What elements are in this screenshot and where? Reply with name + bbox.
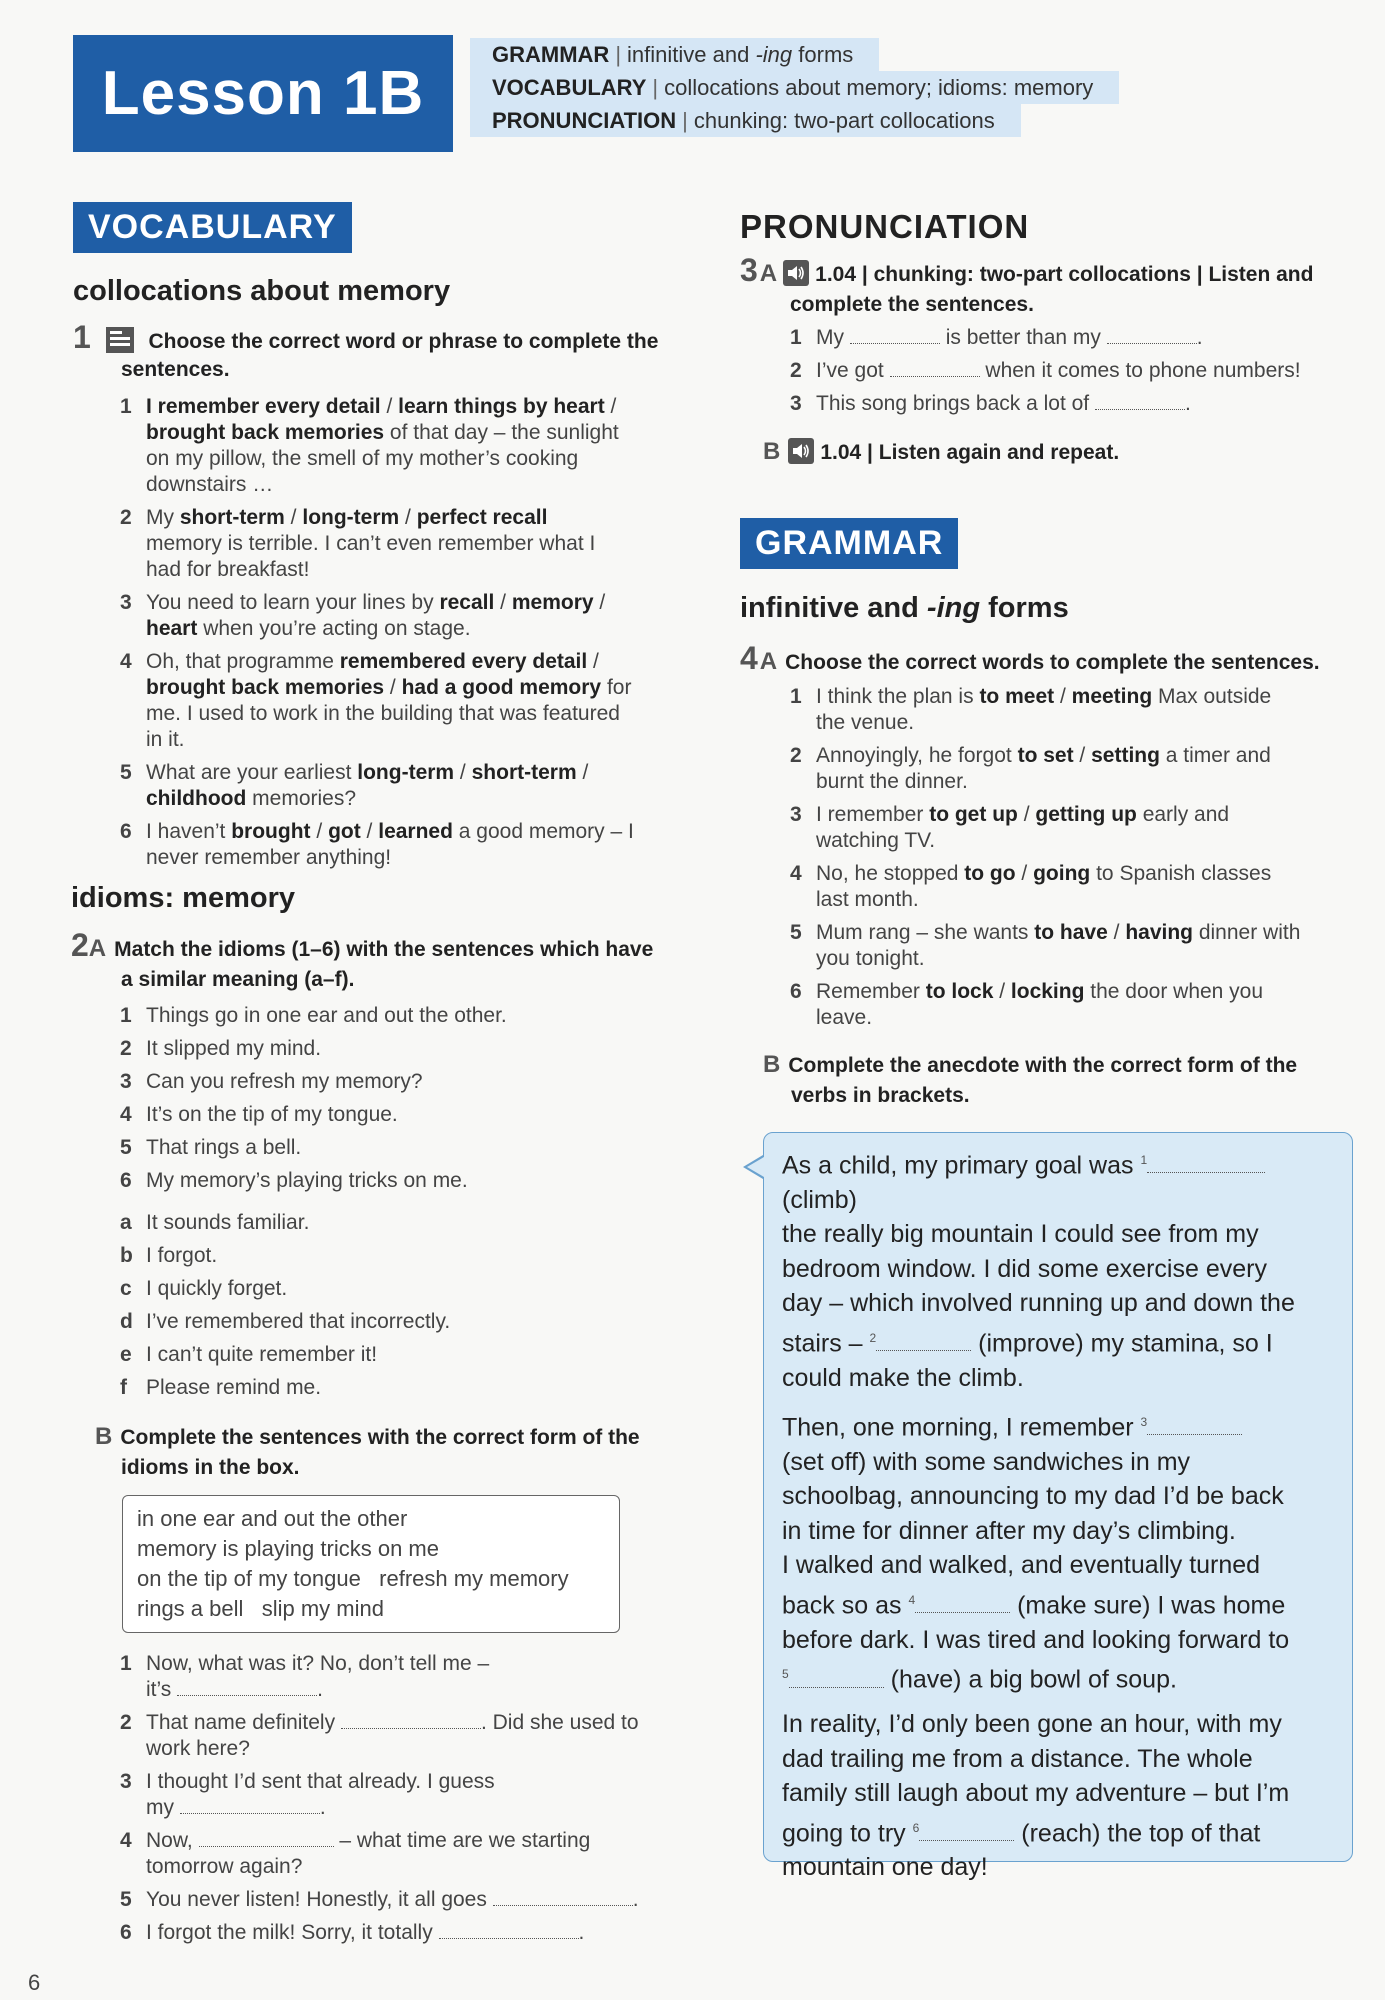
list-item: 5 What are your earliest long-term / short-term / childhood memories? — [120, 761, 589, 810]
exercise-1: 1 Choose the correct word or phrase to complete the sentences. — [73, 319, 659, 381]
gap-number: 2 — [869, 1330, 877, 1345]
list-item: 2 That name definitely . Did she used to work here? — [120, 1711, 639, 1760]
collocations-heading: collocations about memory — [73, 275, 451, 307]
pronunciation-section-label: PRONUNCIATION — [740, 208, 1030, 245]
list-item: 2 It slipped my mind. — [120, 1037, 322, 1060]
answer-blank[interactable] — [199, 1828, 334, 1847]
list-item: 2 Annoyingly, he forgot to set / setting a timer and burnt the dinner. — [790, 744, 1271, 793]
vocabulary-section-label: VOCABULARY — [73, 202, 352, 253]
idioms-heading: idioms: memory — [71, 882, 295, 914]
lesson-title: Lesson 1B — [73, 35, 453, 152]
list-item: 1 I think the plan is to meet / meeting Max outside the venue. — [790, 685, 1272, 734]
list-item: 6 Remember to lock / locking the door when you leave. — [790, 980, 1264, 1029]
list-item: 5 You never listen! Honestly, it all goes . — [120, 1888, 639, 1911]
list-item: c I quickly forget. — [120, 1277, 288, 1300]
idioms-box: in one ear and out the other memory is playing tricks on me on the tip of my tongue refresh my memory rings a bell slip my mind — [122, 1495, 620, 1633]
exercise-3a: 3A 1.04 | chunking: two-part collocations | Listen and complete the sentences. — [740, 252, 1314, 316]
answer-blank[interactable] — [1095, 391, 1185, 410]
lesson-topics — [470, 38, 1119, 137]
audio-icon[interactable] — [788, 438, 814, 464]
answer-blank[interactable] — [789, 1669, 884, 1688]
answer-blank[interactable] — [1107, 325, 1197, 344]
list-item: 3 You need to learn your lines by recall / memory / heart when you’re acting on stage. — [120, 591, 606, 640]
list-item: 5 Mum rang – she wants to have / having dinner with you tonight. — [790, 921, 1301, 970]
list-item: 3 I thought I’d sent that already. I guess my . — [120, 1770, 495, 1819]
topic-vocabulary: VOCABULARY | collocations about memory; idioms: memory — [470, 71, 1119, 104]
answer-blank[interactable] — [850, 325, 940, 344]
list-item: f Please remind me. — [120, 1376, 322, 1399]
exercise-2a: 2A Match the idioms (1–6) with the sentences which have a similar meaning (a–f). — [71, 927, 654, 991]
gap-number: 6 — [912, 1820, 920, 1835]
list-item: b I forgot. — [120, 1244, 218, 1267]
gap-number: 4 — [908, 1592, 916, 1607]
page-number: 6 — [28, 1970, 41, 1995]
list-item: 4 Now, – what time are we starting tomorrow again? — [120, 1829, 591, 1878]
gap-number: 1 — [1140, 1153, 1148, 1167]
exercise-4a: 4A Choose the correct words to complete the sentences. — [740, 640, 1320, 676]
list-item: 4 No, he stopped to go / going to Spanish classes last month. — [790, 862, 1272, 911]
exercise-3b: B 1.04 | Listen again and repeat. — [763, 438, 1120, 465]
anecdote-box: As a child, my primary goal was $^1$ (climb) the really big mountain I could see from my bedroom window. I did some exercise every day – which involved running up and down the stairs – $^2$ (improve) my stamina, so I could make the climb. Then, one morning, I remember $^3$ (set off) with some sandwiches in my schoolbag, announcing to my dad I’d be back in time for dinner after my day’s climbing. I walked and walked, and eventually turned back so as $^4$ (make sure) I was home before dark. I was tired and looking forward to $^5$ (have) a big bowl of soup. In reality, I’d only been gone an hour, with my dad trailing me from a distance. The whole family still laugh about my adventure – but I’m going to try $^6$ (reach) the top of that mountain one day! — [763, 1132, 1353, 1862]
list-item: 1 My is better than my . — [790, 326, 1203, 349]
answer-blank[interactable] — [919, 1822, 1014, 1841]
speech-bubble-tail-inner — [747, 1157, 764, 1177]
list-item: 1 Things go in one ear and out the other. — [120, 1004, 507, 1027]
list-item: 4 It’s on the tip of my tongue. — [120, 1103, 398, 1126]
list-item: 1 I remember every detail / learn things by heart / brought back memories of that day – the sunlight on my pillow, the smell of my mother’s cooking downstairs … — [120, 395, 619, 496]
list-item: 4 Oh, that programme remembered every detail / brought back memories / had a good memory for me. I used to work in the building that was featured in it. — [120, 650, 632, 751]
exercise-3a-items — [790, 325, 1350, 424]
list-item: 6 I haven’t brought / got / learned a good memory – I never remember anything! — [120, 820, 634, 869]
exercise-number: 1 — [73, 319, 91, 355]
answer-blank[interactable] — [890, 358, 980, 377]
worksheet-icon — [105, 326, 135, 354]
answer-blank[interactable] — [1147, 1154, 1265, 1173]
topic-pronunciation: PRONUNCIATION | chunking: two-part collocations — [470, 104, 1021, 137]
exercise-4a-items — [790, 684, 1350, 1038]
exercise-4b: B Complete the anecdote with the correct form of the verbs in brackets. — [763, 1051, 1298, 1107]
gap-number: 3 — [1140, 1415, 1148, 1430]
list-item: a It sounds familiar. — [120, 1211, 310, 1234]
list-item: 6 I forgot the milk! Sorry, it totally . — [120, 1921, 585, 1944]
answer-blank[interactable] — [439, 1920, 579, 1939]
list-item: 1 Now, what was it? No, don’t tell me – it’s . — [120, 1652, 490, 1701]
audio-icon[interactable] — [783, 260, 809, 286]
list-item: d I’ve remembered that incorrectly. — [120, 1310, 451, 1333]
idioms-list — [120, 1003, 680, 1201]
exercise-1-items — [120, 394, 690, 878]
answer-blank[interactable] — [876, 1332, 971, 1351]
gap-number: 5 — [782, 1667, 789, 1682]
list-item: e I can’t quite remember it! — [120, 1343, 378, 1366]
list-item: 2 My short-term / long-term / perfect recall memory is terrible. I can’t even remember what I had for breakfast! — [120, 506, 596, 581]
answer-blank[interactable] — [341, 1710, 481, 1729]
list-item: 3 Can you refresh my memory? — [120, 1070, 423, 1093]
list-item: 3 This song brings back a lot of . — [790, 392, 1191, 415]
answer-blank[interactable] — [180, 1795, 320, 1814]
topic-grammar: GRAMMAR | infinitive and -ing forms — [470, 38, 879, 71]
list-item: 6 My memory’s playing tricks on me. — [120, 1169, 468, 1192]
answer-blank[interactable] — [1147, 1416, 1242, 1435]
exercise-2b: B Complete the sentences with the correct form of the idioms in the box. — [95, 1423, 640, 1479]
meanings-list — [120, 1210, 680, 1408]
list-item: 5 That rings a bell. — [120, 1136, 302, 1159]
answer-blank[interactable] — [177, 1677, 317, 1696]
answer-blank[interactable] — [493, 1887, 633, 1906]
exercise-2b-items — [120, 1651, 700, 1953]
answer-blank[interactable] — [915, 1594, 1010, 1613]
grammar-section-label: GRAMMAR — [740, 518, 958, 569]
grammar-heading: infinitive and -ing forms — [740, 592, 1069, 624]
list-item: 2 I’ve got when it comes to phone numbers! — [790, 359, 1301, 382]
list-item: 3 I remember to get up / getting up early and watching TV. — [790, 803, 1230, 852]
